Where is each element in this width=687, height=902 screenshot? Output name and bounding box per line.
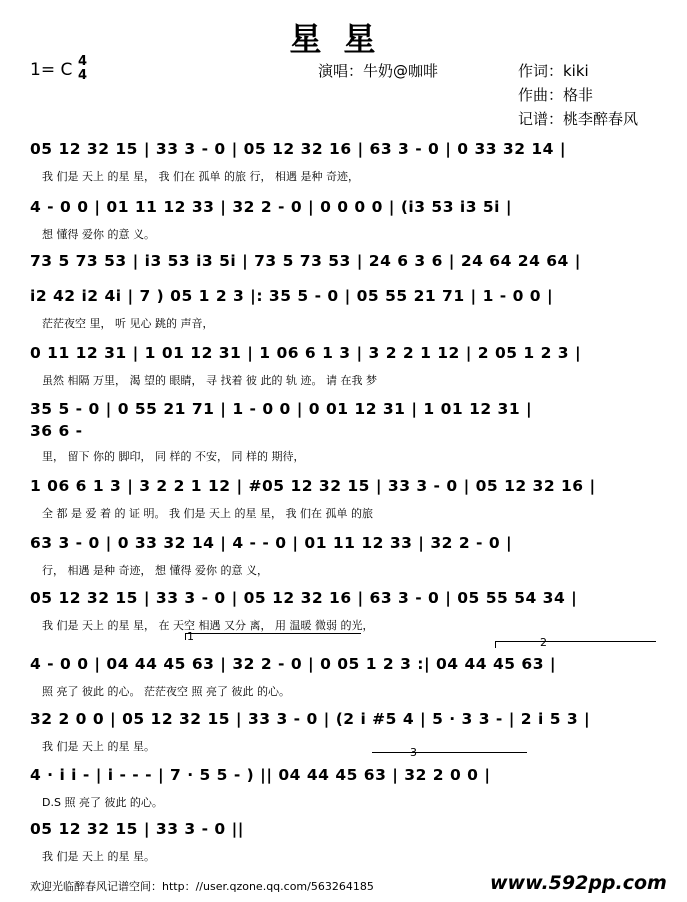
lyric-line: 想 懂得 爱你 的意 义。 xyxy=(42,228,155,241)
notation-line: i2 42 i2 4i | 7 ) 05 1 2 3 |: 35 5 - 0 | 05 55 21 71 | 1 - 0 0 | xyxy=(30,287,554,305)
notation-line: 73 5 73 53 | i3 53 i3 5i | 73 5 73 53 | 24 6 3 6 | 24 64 24 64 | xyxy=(30,252,581,270)
volta-2-bracket xyxy=(495,641,656,648)
notation-line: 63 3 - 0 | 0 33 32 14 | 4 - - 0 | 01 11 12 33 | 32 2 - 0 | xyxy=(30,534,513,552)
volta-1-bracket xyxy=(185,633,361,640)
meter-bottom: 4 xyxy=(78,68,88,83)
notation-line: 4 - 0 0 | 01 11 12 33 | 32 2 - 0 | 0 0 0 0 | (i3 53 i3 5i | xyxy=(30,198,513,216)
watermark: www.592pp.com xyxy=(490,872,667,894)
time-signature xyxy=(78,55,87,83)
lyric-line: 我 们是 天上 的星 星。 xyxy=(42,850,155,863)
notation-line: 0 11 12 31 | 1 01 12 31 | 1 06 6 1 3 | 3 2 2 1 12 | 2 05 1 2 3 | xyxy=(30,344,582,362)
lyric-line: 虽然 相隔 万里， 渴 望的 眼睛， 寻 找着 彼 此的 轨 迹。 请 在我 梦 xyxy=(42,374,377,387)
notation-line: 1 06 6 1 3 | 3 2 2 1 12 | #05 12 32 15 | 33 3 - 0 | 05 12 32 16 | xyxy=(30,477,596,495)
song-title: 星星 xyxy=(289,20,398,58)
lyric-line: 行， 相遇 是种 奇迹， 想 懂得 爱你 的意 义， xyxy=(42,564,268,577)
lyric-line: D.S 照 亮了 彼此 的心。 xyxy=(42,796,163,809)
notation-line: 32 2 0 0 | 05 12 32 15 | 33 3 - 0 | (2 i #5 4 | 5 · 3 3 - | 2 i 5 3 | xyxy=(30,710,591,728)
notation-line-alt: 36 6 - xyxy=(30,422,83,440)
lyric-line: 我 们是 天上 的星 星， 在 天空 相遇 又分 离， 用 温暖 微弱 的光， xyxy=(42,619,374,632)
lyric-line: 里， 留下 你的 脚印， 同 样的 不安， 同 样的 期待， xyxy=(42,450,305,463)
singer: 演唱：牛奶@咖啡 xyxy=(318,62,439,80)
notation-line: 05 12 32 15 | 33 3 - 0 || xyxy=(30,820,244,838)
transcriber: 记谱：桃李醉春风 xyxy=(518,110,639,128)
tuplet-label: 3 xyxy=(410,746,417,759)
footer-credit: 欢迎光临醉春风记谱空间：http：//user.qzone.qq.com/563264185 xyxy=(30,880,374,893)
meter-top: 4 xyxy=(78,54,88,69)
notation-line: 4 · i i - | i - - - | 7 · 5 5 - ) || 04 44 45 63 | 32 2 0 0 | xyxy=(30,766,491,784)
lyricist: 作词：kiki xyxy=(518,62,589,80)
notation-line: 4 - 0 0 | 04 44 45 63 | 32 2 - 0 | 0 05 1 2 3 :| 04 44 45 63 | xyxy=(30,655,557,673)
volta-1-label: 1 xyxy=(187,630,194,643)
lyric-line: 我 们是 天上 的星 星。 xyxy=(42,740,155,753)
lyric-line: 全 都 是 爱 着 的 证 明。 我 们是 天上 的星 星， 我 们在 孤单 的旅 xyxy=(42,507,373,520)
lyric-line: 茫茫夜空 里， 听 见心 跳的 声音， xyxy=(42,317,214,330)
tuplet-bracket xyxy=(372,752,527,757)
notation-line: 05 12 32 15 | 33 3 - 0 | 05 12 32 16 | 63 3 - 0 | 05 55 54 34 | xyxy=(30,589,578,607)
volta-2-label: 2 xyxy=(540,636,547,649)
key-signature: 1= C xyxy=(30,60,73,80)
composer: 作曲：格非 xyxy=(518,86,594,104)
notation-line: 05 12 32 15 | 33 3 - 0 | 05 12 32 16 | 63 3 - 0 | 0 33 32 14 | xyxy=(30,140,567,158)
lyric-line: 照 亮了 彼此 的心。 茫茫夜空 照 亮了 彼此 的心。 xyxy=(42,685,290,698)
notation-line: 35 5 - 0 | 0 55 21 71 | 1 - 0 0 | 0 01 12 31 | 1 01 12 31 | xyxy=(30,400,533,418)
lyric-line: 我 们是 天上 的星 星， 我 们在 孤单 的旅 行， 相遇 是种 奇迹， xyxy=(42,170,359,183)
